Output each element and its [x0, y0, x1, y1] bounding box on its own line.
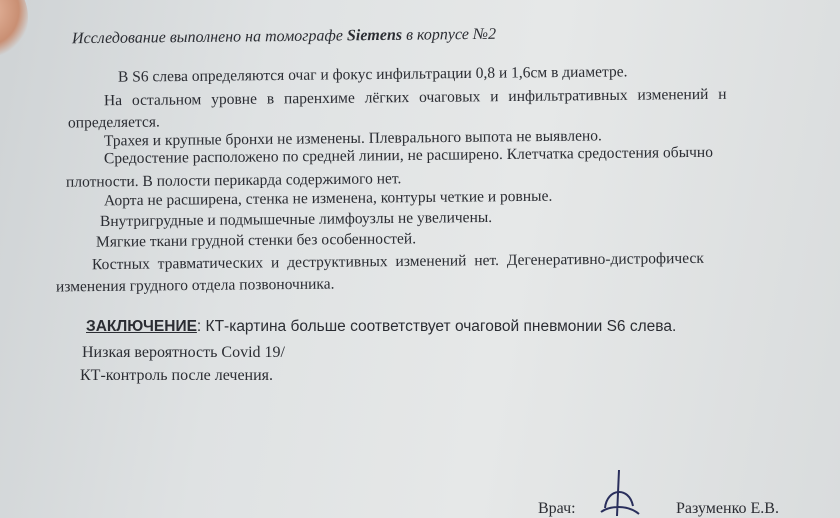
body-line-11: изменения грудного отдела позвоночника. — [55, 275, 335, 296]
doctor-label: Врач: — [538, 500, 576, 517]
header-suffix: в корпусе №2 — [401, 25, 497, 44]
header-prefix: Исследование выполнено на томографе — [71, 27, 348, 48]
conclusion-line-3: КТ-контроль после лечения. — [80, 367, 274, 384]
body-line-3: определяется. — [67, 113, 160, 132]
body-line-6: плотности. В полости перикарда содержимого нет. — [65, 170, 402, 191]
conclusion-line — [86, 318, 676, 336]
body-line-2: На остальном уровне в паренхиме лёгких очаговых и инфильтративных изменений н — [103, 85, 727, 110]
header-brand: Siemens — [346, 26, 403, 45]
doctor-name: Разуменко Е.В. — [676, 500, 779, 517]
conclusion-text: : КТ-картина больше соответствует очаговой пневмонии S6 слева. — [196, 318, 677, 335]
header-line — [72, 26, 496, 48]
signature-mark — [597, 468, 647, 518]
conclusion-label: ЗАКЛЮЧЕНИЕ — [86, 318, 197, 335]
body-line-4: Трахея и крупные бронхи не изменены. Плеврального выпота не выявлено. — [103, 127, 602, 150]
body-line-9: Мягкие ткани грудной стенки без особенностей. — [95, 230, 417, 251]
conclusion-line-2: Низкая вероятность Covid 19/ — [82, 344, 285, 361]
body-line-5: Средостение расположено по средней линии, не расширено. Клетчатка средостения обычно — [103, 143, 713, 168]
body-line-1: В S6 слева определяются очаг и фокус инфильтрации 0,8 и 1,6см в диаметре. — [117, 63, 628, 86]
finger-edge — [0, 0, 28, 55]
body-line-8: Внутригрудные и подмышечные лимфоузлы не увеличены. — [99, 208, 493, 231]
body-line-10: Костных травматических и деструктивных изменений нет. Дегенеративно-дистрофическ — [91, 249, 704, 274]
body-line-7: Аорта не расширена, стенка не изменена, контуры четкие и ровные. — [103, 187, 553, 210]
